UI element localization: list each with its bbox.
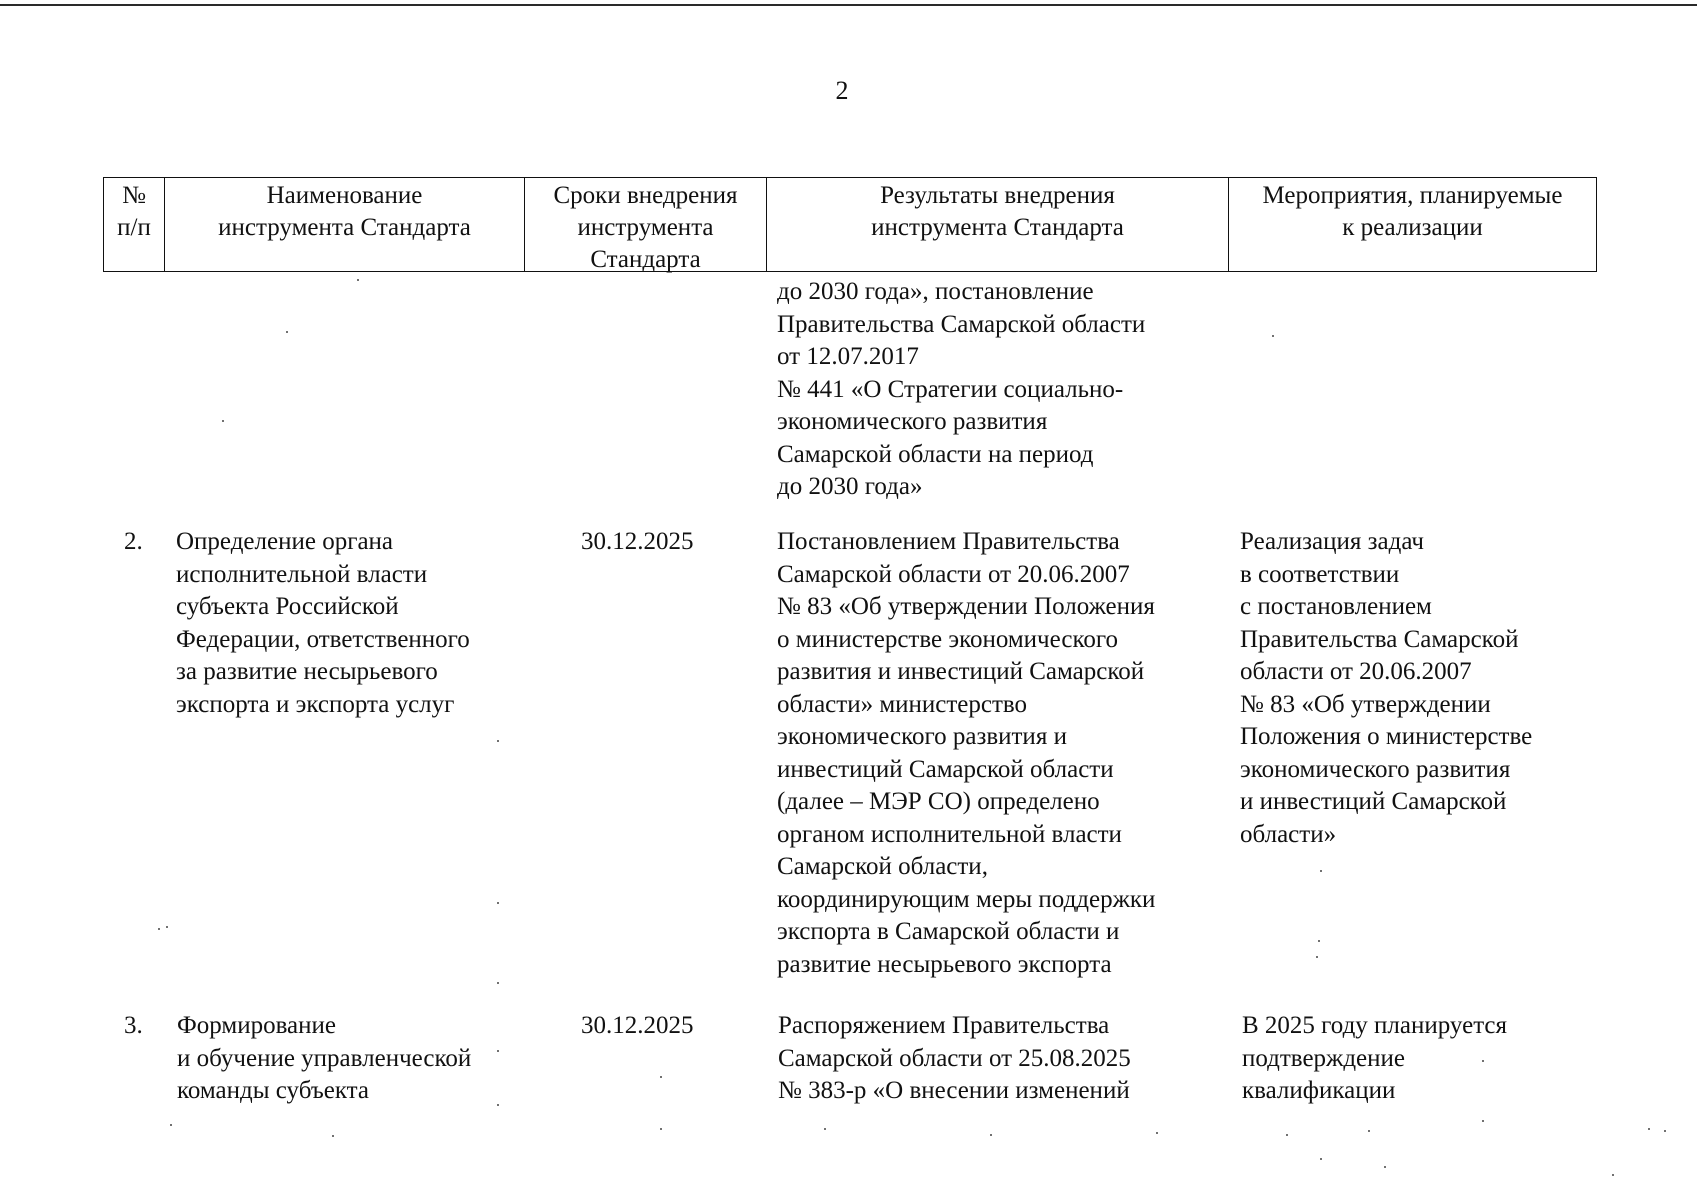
scan-speck [824, 1128, 826, 1130]
row-implementation-term: 30.12.2025 [581, 528, 694, 555]
scan-speck [497, 1104, 499, 1106]
scan-speck [497, 982, 499, 984]
scan-speck [660, 1076, 662, 1078]
scan-speck [1664, 1130, 1666, 1132]
scan-speck [286, 331, 288, 333]
row-planned-actions: В 2025 году планируется подтверждение квалификации [1242, 1012, 1508, 1104]
scan-speck [332, 1135, 334, 1137]
continuation-results-cell: до 2030 года», постановление Правительства Самарской области от 12.07.2017 № 441 «О Стратегии социально- экономического развития Самарской области на период до 2030 года» [777, 278, 1146, 500]
row-number: 2. [124, 528, 143, 555]
scan-speck [1318, 940, 1320, 942]
header-planned-actions [1228, 177, 1597, 272]
scan-speck [1286, 1134, 1288, 1136]
header-implementation-results-label: Результаты внедрения инструмента Стандарта [871, 182, 1124, 241]
row-implementation-term: 30.12.2025 [581, 1012, 694, 1039]
scan-speck [170, 1124, 172, 1126]
scan-speck [1156, 1132, 1158, 1134]
scan-speck [497, 902, 499, 904]
header-implementation-results [766, 177, 1228, 272]
row-implementation-results: Распоряжением Правительства Самарской области от 25.08.2025 № 383-р «О внесении изменений [778, 1012, 1131, 1104]
scan-speck [1482, 1060, 1484, 1062]
header-number-label: № п/п [117, 182, 151, 241]
row-planned-actions: Реализация задач в соответствии с постановлением Правительства Самарской области от 20.06.2007 № 83 «Об утверждении Положения о министерстве экономического развития и инвестиций Самарской области» [1240, 528, 1533, 848]
scan-speck [1648, 1128, 1650, 1130]
row-instrument-name: Формирование и обучение управленческой команды субъекта [177, 1012, 472, 1104]
scan-speck [497, 740, 499, 742]
scan-speck [1316, 956, 1318, 958]
page-number: 2 [835, 76, 849, 105]
scan-speck [1368, 1130, 1370, 1132]
header-planned-actions-label: Мероприятия, планируемые к реализации [1262, 182, 1563, 241]
header-number [103, 177, 164, 272]
scan-speck [1320, 1158, 1322, 1160]
scan-speck [166, 926, 168, 928]
scan-speck [1320, 870, 1322, 872]
scan-speck [222, 420, 224, 422]
header-instrument-name [164, 177, 524, 272]
scan-speck [158, 928, 160, 930]
row-implementation-results: Постановлением Правительства Самарской области от 20.06.2007 № 83 «Об утверждении Положения о министерстве экономического развития и инвестиций Самарской области» министерство экономического развития и инвестиций Самарской области (далее – МЭР СО) определено органом исполнительной власти Самарской области, координирующим меры поддержки экспорта в Самарской области и развитие несырьевого экспорта [777, 528, 1156, 978]
scan-speck [1612, 1174, 1614, 1176]
header-implementation-term-label: Сроки внедрения инструмента Стандарта [553, 182, 738, 273]
top-scan-rule [0, 4, 1697, 6]
header-instrument-name-label: Наименование инструмента Стандарта [218, 182, 471, 241]
scan-speck [1482, 1120, 1484, 1122]
row-instrument-name: Определение органа исполнительной власти субъекта Российской Федерации, ответственного за развитие несырьевого экспорта и экспорта услуг [176, 528, 470, 718]
scan-speck [497, 1050, 499, 1052]
row-number: 3. [124, 1012, 143, 1039]
scan-speck [990, 1134, 992, 1136]
header-implementation-term [524, 177, 766, 272]
scan-speck [660, 1128, 662, 1130]
scan-speck [1384, 1166, 1386, 1168]
scan-speck [1272, 335, 1274, 337]
scan-speck [357, 279, 359, 281]
